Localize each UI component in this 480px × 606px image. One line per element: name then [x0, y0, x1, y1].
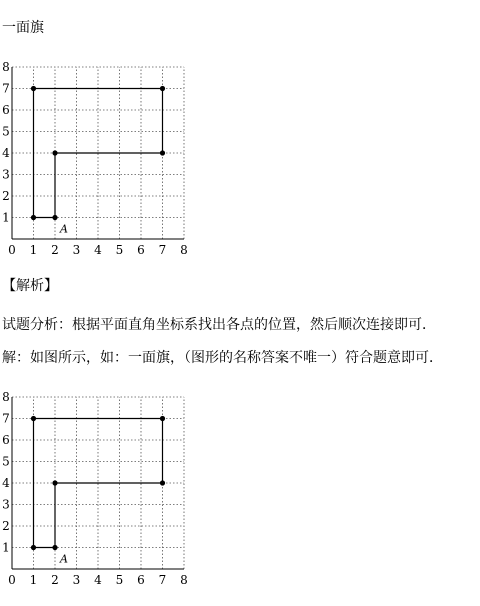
coordinate-grid-figure: [0, 382, 200, 604]
y-tick-label: 5: [2, 454, 10, 469]
y-tick-label: 2: [2, 519, 10, 533]
y-tick-label: 1: [2, 210, 10, 225]
x-tick-label: 5: [115, 243, 124, 257]
vertex-point: [52, 215, 57, 220]
x-tick-label: 6: [137, 243, 145, 257]
y-tick-label: 4: [2, 476, 10, 490]
x-tick-label: 8: [180, 243, 188, 257]
x-tick-label: 7: [158, 243, 167, 257]
x-tick-label: 6: [137, 573, 145, 587]
x-tick-label: 0: [8, 243, 16, 257]
vertex-point: [160, 480, 165, 485]
vertex-point: [31, 416, 36, 421]
analysis-heading: 【解析】: [2, 278, 58, 294]
vertex-point: [52, 480, 57, 485]
x-tick-label: 5: [115, 573, 124, 587]
y-tick-label: 3: [2, 497, 10, 512]
y-tick-label: 8: [2, 390, 10, 404]
point-label: A: [60, 552, 68, 566]
y-tick-label: 6: [2, 103, 10, 117]
vertex-point: [52, 545, 57, 550]
y-tick-label: 4: [2, 146, 10, 160]
vertex-point: [160, 150, 165, 155]
coordinate-grid-figure: [0, 52, 200, 274]
vertex-point: [160, 86, 165, 91]
x-tick-label: 8: [180, 573, 188, 587]
x-tick-label: 2: [51, 243, 59, 257]
x-tick-label: 2: [51, 573, 59, 587]
vertex-point: [160, 416, 165, 421]
vertex-point: [31, 215, 36, 220]
point-label: A: [60, 222, 68, 236]
x-tick-label: 3: [72, 243, 81, 257]
solution-text: 解：如图所示，如：一面旗，（图形的名称答案不唯一）符合题意即可．: [2, 350, 443, 366]
y-tick-label: 1: [2, 540, 10, 555]
x-tick-label: 0: [8, 573, 16, 587]
y-tick-label: 2: [2, 189, 10, 203]
x-tick-label: 3: [72, 573, 81, 587]
x-tick-label: 4: [94, 573, 102, 587]
y-tick-label: 7: [2, 81, 10, 96]
x-tick-label: 1: [29, 573, 38, 587]
y-tick-label: 5: [2, 124, 10, 139]
vertex-point: [52, 150, 57, 155]
x-tick-label: 4: [94, 243, 102, 257]
question-answer-text: 一面旗: [2, 20, 44, 36]
x-tick-label: 7: [158, 573, 167, 587]
vertex-point: [31, 545, 36, 550]
y-tick-label: 6: [2, 433, 10, 447]
y-tick-label: 7: [2, 411, 10, 426]
y-tick-label: 3: [2, 167, 10, 182]
analysis-text: 试题分析：根据平面直角坐标系找出各点的位置，然后顺次连接即可．: [2, 317, 436, 333]
y-tick-label: 8: [2, 60, 10, 74]
x-tick-label: 1: [29, 243, 38, 257]
vertex-point: [31, 86, 36, 91]
